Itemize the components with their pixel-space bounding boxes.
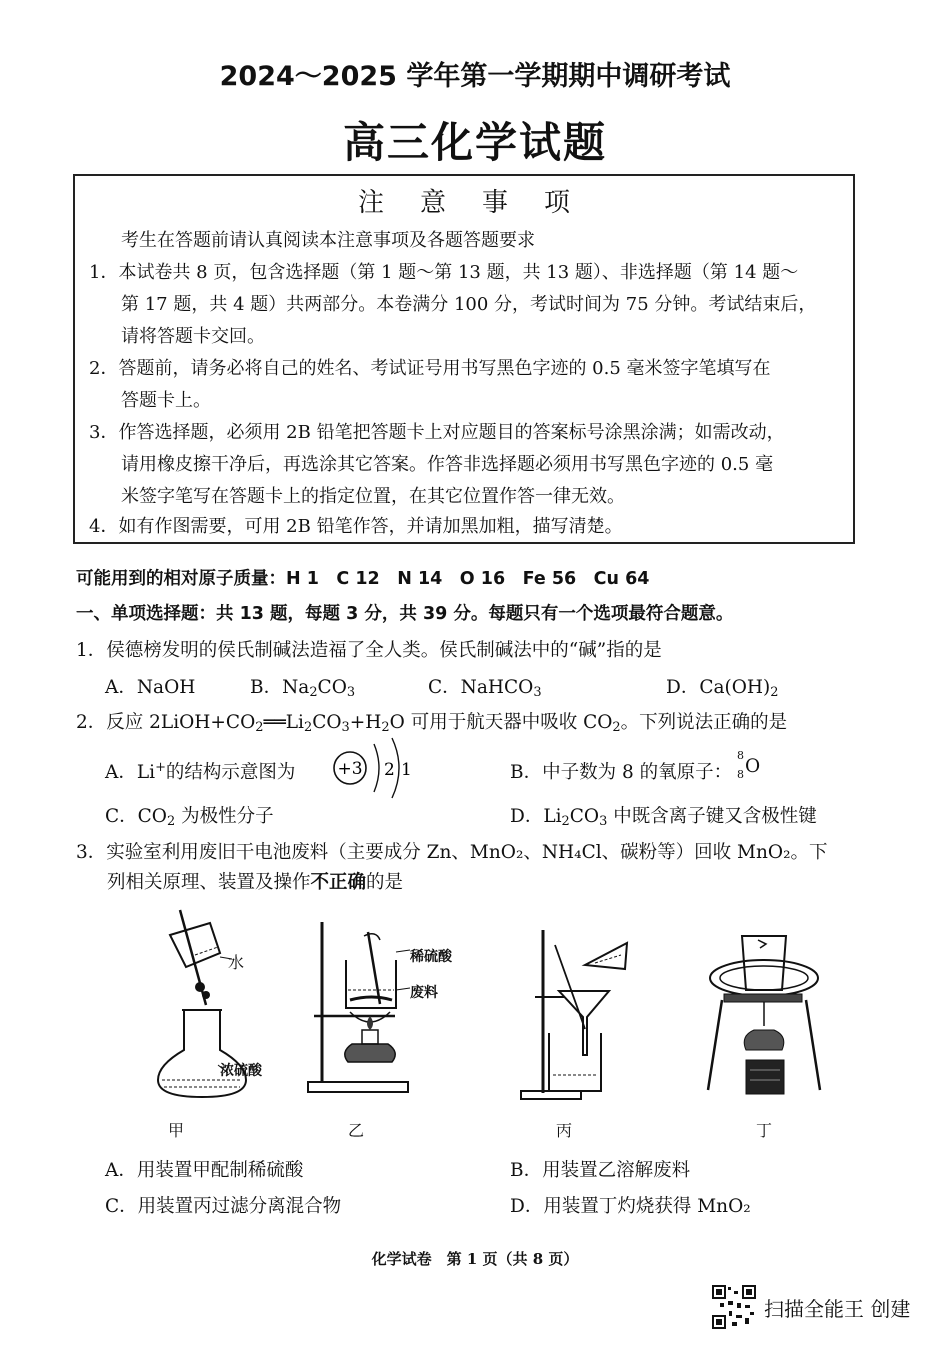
scanner-watermark: 扫描全能王 创建 [764, 1297, 911, 1321]
notice-item2-line2: 答题卡上。 [121, 390, 211, 411]
notice-item1-line2: 第 17 题，共 4 题）共两部分。本卷满分 100 分，考试时间为 75 分钟。考试结束后， [121, 294, 817, 315]
apparatus-ding-diagram [700, 930, 830, 1100]
q3-option-a: A．用装置甲配制稀硫酸 [105, 1160, 304, 1181]
exam-title: 2024～2025 学年第一学期期中调研考试 [219, 61, 731, 92]
q2-option-a: A．Li+的结构示意图为 [105, 759, 296, 783]
label-conc-sulfuric-acid: 浓硫酸 [220, 1063, 262, 1079]
notice-item1-line3: 请将答题卡交回。 [121, 326, 265, 347]
notice-item3-line2: 请用橡皮擦干净后，再选涂其它答案。作答非选择题必须用书写黑色字迹的 0.5 毫 [121, 454, 774, 475]
label-apparatus-jia: 甲 [168, 1121, 185, 1140]
q1-stem: 1．侯德榜发明的侯氏制碱法造福了全人类。侯氏制碱法中的“碱”指的是 [76, 640, 662, 661]
notice-item3-line3: 米签字笔写在答题卡上的指定位置，在其它位置作答一律无效。 [121, 486, 625, 507]
label-water: 水 [228, 953, 245, 972]
q1-option-a: A．NaOH [105, 677, 196, 698]
oxygen-atomic-number: 8 [737, 768, 744, 781]
q3-option-b: B．用装置乙溶解废料 [510, 1160, 691, 1181]
label-dilute-sulfuric-acid: 稀硫酸 [410, 949, 452, 965]
notice-item2-line1: 2．答题前，请务必将自己的姓名、考试证号用书写黑色字迹的 0.5 毫米签字笔填写在 [89, 358, 771, 379]
notice-intro: 考生在答题前请认真阅读本注意事项及各题答题要求 [121, 230, 535, 251]
li-ion-structure-diagram [326, 736, 418, 800]
notice-item3-line1: 3．作答选择题，必须用 2B 铅笔把答题卡上对应题目的答案标号涂黑涂满；如需改动， [89, 422, 785, 443]
apparatus-jia-diagram [140, 905, 290, 1105]
apparatus-bing-diagram [515, 925, 645, 1105]
nucleus-charge: +3 [337, 759, 363, 779]
shell1-electrons: 2 [384, 760, 395, 780]
oxygen-mass-number: 8 [737, 749, 744, 762]
page-footer: 化学试卷 第 1 页（共 8 页） [371, 1250, 579, 1268]
q3-stem-line2: 列相关原理、装置及操作不正确的是 [107, 872, 404, 893]
oxygen-symbol: O [745, 756, 761, 777]
q3-option-d: D．用装置丁灼烧获得 MnO₂ [510, 1196, 751, 1217]
qr-code-icon [712, 1285, 756, 1329]
label-apparatus-ding: 丁 [756, 1121, 773, 1140]
notice-box [73, 174, 855, 544]
q2-option-d: D．$Li_2CO_3$ 中既含离子键又含极性键 [510, 806, 817, 830]
atomic-mass-line: 可能用到的相对原子质量：H 1 C 12 N 14 O 16 Fe 56 Cu 64 [76, 569, 650, 589]
shell2-electrons: 1 [401, 760, 412, 780]
q1-option-b: B．$Na_2CO_3$ [250, 677, 356, 701]
q3-stem-line1: 3．实验室利用废旧干电池废料（主要成分 Zn、MnO₂、NH₄Cl、碳粉等）回收 MnO₂。下 [76, 842, 828, 863]
q2-option-c: C．$CO_2$ 为极性分子 [105, 806, 274, 830]
notice-title: 注意事项 [357, 188, 606, 218]
label-apparatus-yi: 乙 [348, 1121, 365, 1140]
q3-option-c: C．用装置丙过滤分离混合物 [105, 1196, 342, 1217]
q1-option-c: C．NaHCO$_3$ [428, 677, 542, 701]
notice-item1-line1: 1．本试卷共 8 页，包含选择题（第 1 题～第 13 题，共 13 题）、非选择题（第 14 题～ [89, 262, 799, 283]
label-apparatus-bing: 丙 [556, 1121, 573, 1140]
label-waste: 废料 [410, 985, 438, 1001]
subject-title: 高三化学试题 [342, 118, 607, 167]
notice-item4-line1: 4．如有作图需要，可用 2B 铅笔作答，并请加黑加粗，描写清楚。 [89, 516, 623, 537]
section-heading: 一、单项选择题：共 13 题，每题 3 分，共 39 分。每题只有一个选项最符合题意。 [76, 604, 734, 624]
q2-option-b: B．中子数为 8 的氧原子： [510, 762, 733, 783]
q2-stem: 2．反应 $2LiOH+CO_2══Li_2CO_3+H_2O$ 可用于航天器中吸收 $CO_2$。下列说法正确的是 [76, 712, 788, 736]
apparatus-yi-diagram [300, 912, 450, 1102]
q1-option-d: D．$Ca(OH)_2$ [666, 677, 779, 701]
